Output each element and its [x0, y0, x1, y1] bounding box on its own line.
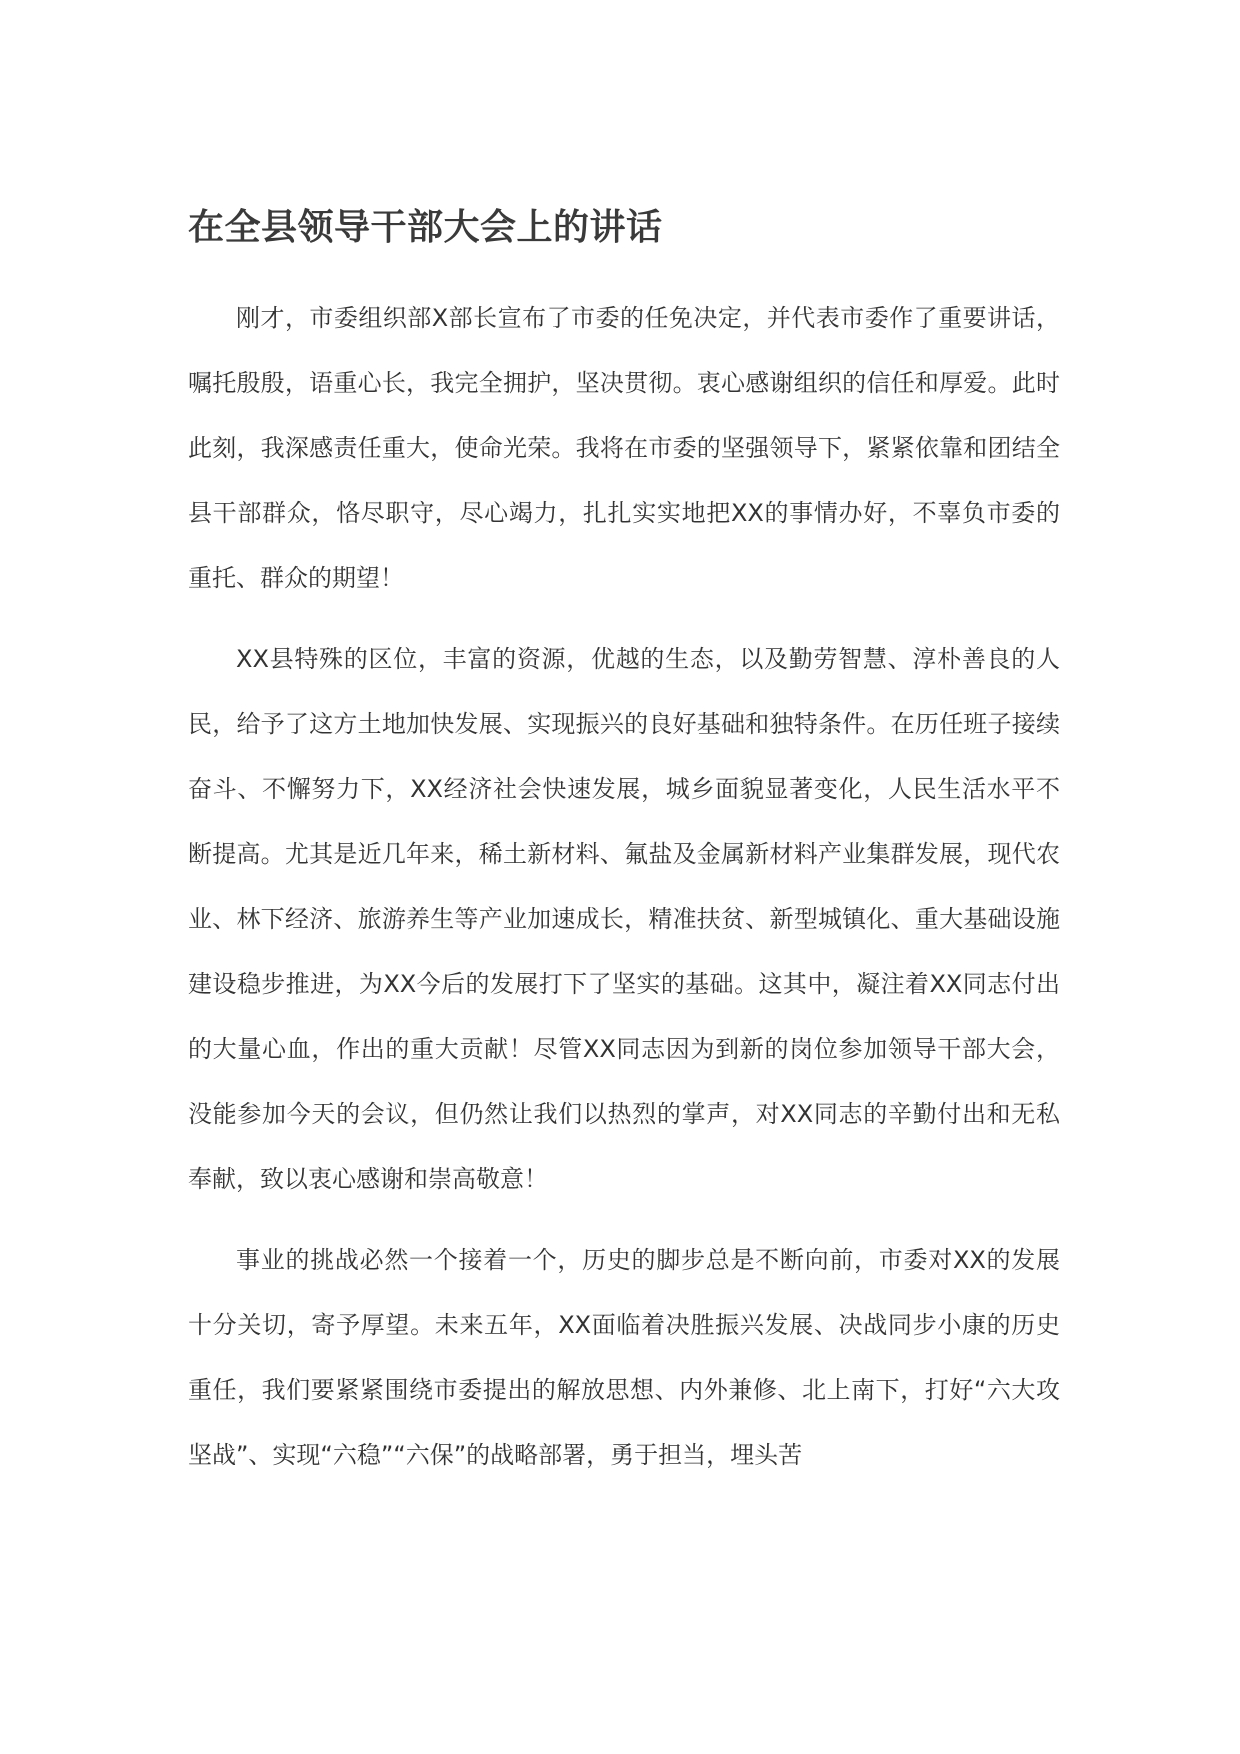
document-title: 在全县领导干部大会上的讲话 — [188, 207, 663, 248]
paragraph-3: 事业的挑战必然一个接着一个，历史的脚步总是不断向前，市委对XX的发展十分关切，寄予厚望。未来五年，XX面临着决胜振兴发展、决战同步小康的历史重任，我们要紧紧围绕市委提出的解放思想、内外兼修、北上南下，打好“六大攻坚战”、实现“六稳”“六保”的战略部署，勇于担当，埋头苦 — [188, 1246, 1060, 1469]
paragraph-1: 刚才，市委组织部X部长宣布了市委的任免决定，并代表市委作了重要讲话，嘱托殷殷，语重心长，我完全拥护，坚决贯彻。衷心感谢组织的信任和厚爱。此时此刻，我深感责任重大，使命光荣。我将在市委的坚强领导下，紧紧依靠和团结全县干部群众，恪尽职守，尽心竭力，扎扎实实地把XX的事情办好，不辜负市委的重托、群众的期望！ — [188, 304, 1060, 592]
paragraph-2: XX县特殊的区位，丰富的资源，优越的生态，以及勤劳智慧、淳朴善良的人民，给予了这方土地加快发展、实现振兴的良好基础和独特条件。在历任班子接续奋斗、不懈努力下，XX经济社会快速发展，城乡面貌显著变化，人民生活水平不断提高。尤其是近几年来，稀土新材料、氟盐及金属新材料产业集群发展，现代农业、林下经济、旅游养生等产业加速成长，精准扶贫、新型城镇化、重大基础设施建设稳步推进，为XX今后的发展打下了坚实的基础。这其中，凝注着XX同志付出的大量心血，作出的重大贡献！尽管XX同志因为到新的岗位参加领导干部大会，没能参加今天的会议，但仍然让我们以热烈的掌声，对XX同志的辛勤付出和无私奉献，致以衷心感谢和崇高敬意！ — [188, 645, 1060, 1193]
document-body — [188, 198, 1060, 1504]
